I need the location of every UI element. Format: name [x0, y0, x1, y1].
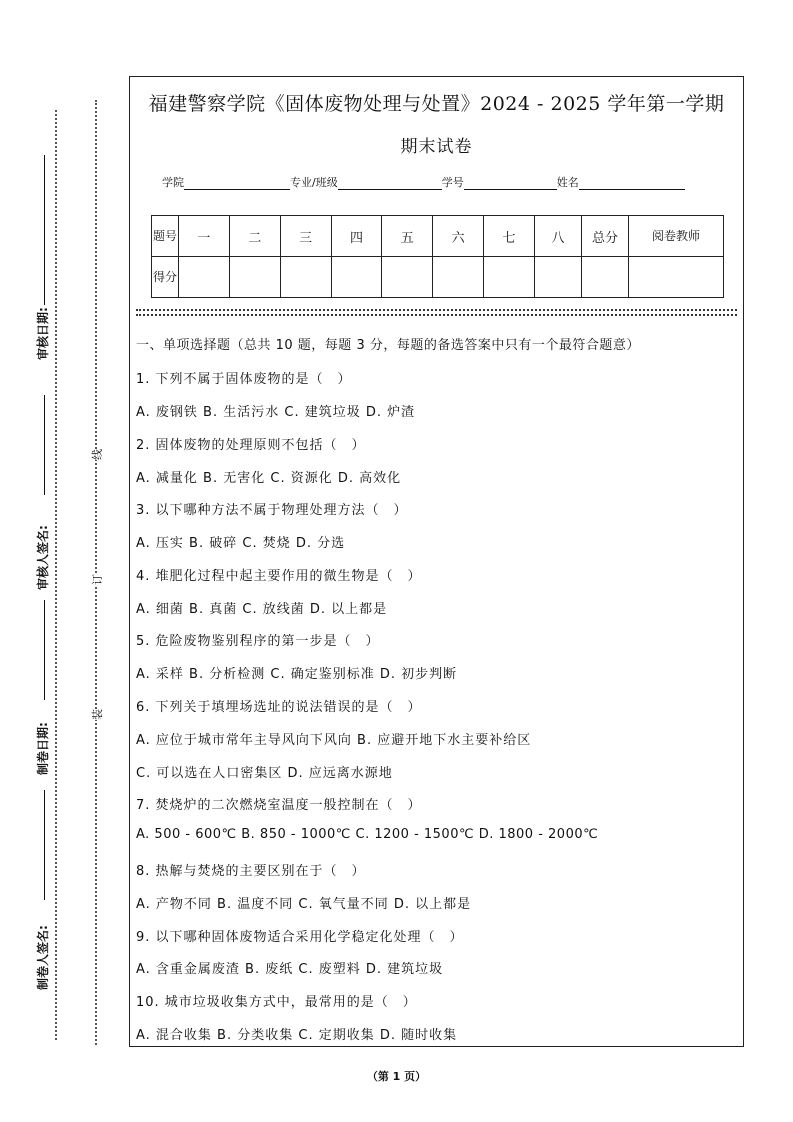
question-7: 7. 焚烧炉的二次燃烧室温度一般控制在（ ）	[136, 798, 422, 813]
score-cell[interactable]	[280, 257, 331, 298]
score-col-2: 二	[229, 216, 280, 257]
question-number-header: 题号	[152, 216, 179, 257]
question-7-options: A. 500 - 600℃ B. 850 - 1000℃ C. 1200 - 1500℃ D. 1800 - 2000℃	[136, 827, 599, 842]
question-4-options: A. 细菌 B. 真菌 C. 放线菌 D. 以上都是	[136, 602, 388, 617]
question-6-options-line2: C. 可以选在人口密集区 D. 应远离水源地	[136, 766, 393, 781]
college-label: 学院	[162, 176, 184, 189]
student-id-label: 学号	[441, 176, 464, 189]
question-5-options: A. 采样 B. 分析检测 C. 确定鉴别标准 D. 初步判断	[136, 667, 458, 682]
reviewer-signature-label: 审核人签名:	[36, 525, 50, 590]
score-col-6: 六	[433, 216, 484, 257]
question-1: 1. 下列不属于固体废物的是（ ）	[136, 372, 352, 387]
score-cell[interactable]	[179, 257, 230, 298]
review-date-label: 审核日期:	[36, 307, 50, 360]
score-col-7: 七	[484, 216, 535, 257]
question-4: 4. 堆肥化过程中起主要作用的微生物是（ ）	[136, 569, 422, 584]
score-col-3: 三	[280, 216, 331, 257]
question-1-options: A. 废钢铁 B. 生活污水 C. 建筑垃圾 D. 炉渣	[136, 405, 416, 420]
sidebar-rule	[44, 155, 45, 305]
sidebar-rule	[44, 600, 45, 700]
score-cell[interactable]	[331, 257, 382, 298]
cut-mark-zhuang: 装	[91, 709, 104, 720]
question-2-options: A. 减量化 B. 无害化 C. 资源化 D. 高效化	[136, 471, 402, 486]
question-6: 6. 下列关于填埋场选址的说法错误的是（ ）	[136, 700, 422, 715]
question-6-options-line1: A. 应位于城市常年主导风向下风向 B. 应避开地下水主要补给区	[136, 733, 532, 748]
score-col-8: 八	[535, 216, 582, 257]
exam-title: 福建警察学院《固体废物处理与处置》2024 - 2025 学年第一学期	[148, 93, 725, 115]
score-row-label: 得分	[152, 257, 179, 298]
cut-mark-xian: 线	[91, 449, 104, 460]
question-9-options: A. 含重金属废渣 B. 废纸 C. 废塑料 D. 建筑垃圾	[136, 962, 444, 977]
total-score-header: 总分	[582, 216, 629, 257]
question-3: 3. 以下哪种方法不属于物理处理方法（ ）	[136, 503, 408, 518]
question-8-options: A. 产物不同 B. 温度不同 C. 氧气量不同 D. 以上都是	[136, 897, 472, 912]
total-score-cell[interactable]	[582, 257, 629, 298]
score-cell[interactable]	[484, 257, 535, 298]
score-cell[interactable]	[433, 257, 484, 298]
major-class-field[interactable]	[338, 177, 442, 190]
exam-frame	[129, 76, 744, 1047]
score-cell[interactable]	[382, 257, 433, 298]
name-label: 姓名	[556, 176, 579, 189]
score-col-4: 四	[331, 216, 382, 257]
student-info-row	[162, 174, 685, 190]
cut-mark-ding: 订	[91, 574, 104, 585]
exam-subtitle: 期末试卷	[400, 137, 473, 157]
sidebar-rule	[44, 790, 45, 900]
student-id-field[interactable]	[464, 177, 557, 190]
question-5: 5. 危险废物鉴别程序的第一步是（ ）	[136, 634, 380, 649]
score-cell[interactable]	[535, 257, 582, 298]
question-9: 9. 以下哪种固体废物适合采用化学稳定化处理（ ）	[136, 930, 464, 945]
score-col-1: 一	[179, 216, 230, 257]
grader-header: 阅卷教师	[629, 216, 724, 257]
question-2: 2. 固体废物的处理原则不包括（ ）	[136, 438, 366, 453]
prepare-date-label: 制卷日期:	[36, 722, 50, 775]
preparer-signature-label: 制卷人签名:	[36, 925, 50, 990]
page-number: （第 1 页）	[366, 1070, 427, 1083]
dotted-line-outer	[55, 110, 57, 1040]
question-10-options: A. 混合收集 B. 分类收集 C. 定期收集 D. 随时收集	[136, 1028, 458, 1043]
question-3-options: A. 压实 B. 破碎 C. 焚烧 D. 分选	[136, 536, 346, 551]
dotted-line-inner	[95, 100, 97, 1045]
score-table-header-row	[152, 216, 724, 257]
major-class-label: 专业/班级	[290, 176, 338, 189]
name-field[interactable]	[579, 177, 685, 190]
college-field[interactable]	[184, 177, 290, 190]
section-title: 一、单项选择题（总共 10 题，每题 3 分，每题的备选答案中只有一个最符合题意）	[136, 338, 640, 353]
question-8: 8. 热解与焚烧的主要区别在于（ ）	[136, 864, 366, 879]
question-10: 10. 城市垃圾收集方式中，最常用的是（ ）	[136, 995, 417, 1010]
score-cell[interactable]	[229, 257, 280, 298]
score-col-5: 五	[382, 216, 433, 257]
grader-cell[interactable]	[629, 257, 724, 298]
dotted-separator	[136, 309, 737, 316]
score-table	[151, 215, 724, 298]
score-table-score-row	[152, 257, 724, 298]
sidebar-rule	[44, 395, 45, 495]
